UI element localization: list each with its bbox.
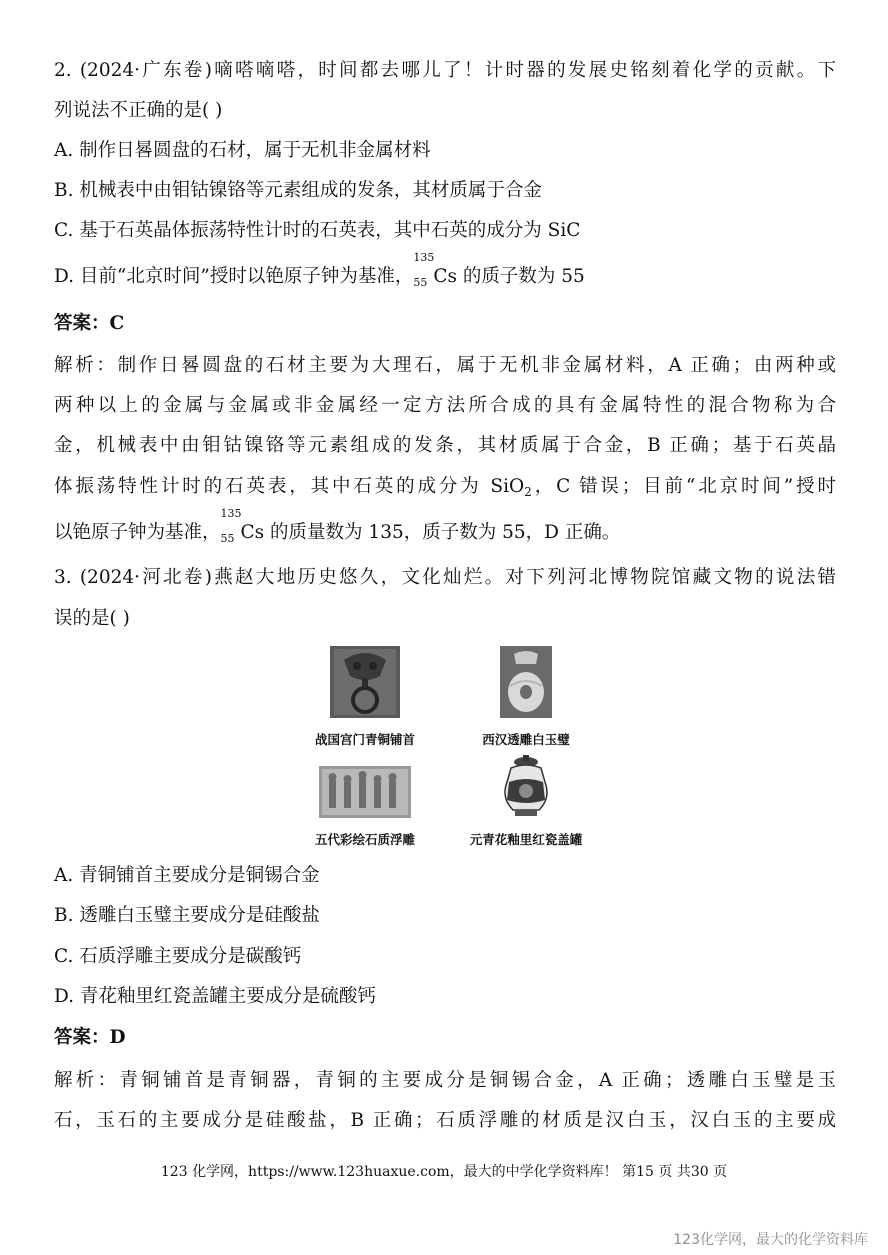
q2-option-b: B. 机械表中由钼钴镍铬等元素组成的发条，其材质属于合金 <box>54 180 542 201</box>
nuclide-symbol: Cs <box>433 266 458 287</box>
sio2-subscript: 2 <box>524 485 532 499</box>
q2-option-a: A. 制作日晷圆盘的石材，属于无机非金属材料 <box>54 140 431 161</box>
figure-porcelain-jar <box>456 754 596 848</box>
figure-jade-bi <box>466 646 586 748</box>
q2-exp4-post: ，C 错误；目前“北京时间”授时 <box>531 476 837 497</box>
q3-option-a: A. 青铜铺首主要成分是铜锡合金 <box>54 865 320 886</box>
nuclide-atomic-number: 55 <box>413 276 428 289</box>
q2-exp5-post: 的质量数为 135，质子数为 55，D 正确。 <box>264 522 621 543</box>
q2-explanation-line3: 金，机械表中由钼钴镍铬等元素组成的发条，其材质属于合金，B 正确；基于石英晶 <box>54 435 836 456</box>
q2-explanation-line5 <box>54 507 836 546</box>
q3-stem-line1: 3. (2024·河北卷)燕赵大地历史悠久，文化灿烂。对下列河北博物院馆藏文物的说法错 <box>54 567 836 588</box>
q2-option-d <box>54 251 836 290</box>
stone-relief-image <box>319 766 411 818</box>
q2-exp5-pre: 以铯原子钟为基准， <box>54 522 221 543</box>
q3-stem-line2: 误的是( ) <box>54 608 130 629</box>
page-footer: 123 化学网，https://www.123huaxue.com，最大的中学化学资料库！ 第15 页 共30 页 <box>160 1164 728 1180</box>
q2-answer: 答案：C <box>54 313 125 334</box>
nuclide-mass-number-2: 135 <box>220 507 242 520</box>
q3-explanation-line2: 石，玉石的主要成分是硅酸盐，B 正确；石质浮雕的材质是汉白玉，汉白玉的主要成 <box>54 1110 836 1131</box>
q3-option-c: C. 石质浮雕主要成分是碳酸钙 <box>54 946 302 967</box>
figure-bronze-knocker <box>300 646 430 748</box>
cesium-nuclide <box>413 251 458 290</box>
q2-explanation-line2: 两种以上的金属与金属或非金属经一定方法所合成的具有金属特性的混合物称为合 <box>54 395 836 416</box>
figure-caption-2: 西汉透雕白玉璧 <box>482 732 570 747</box>
q2-exp4-pre: 体振荡特性计时的石英表，其中石英的成分为 SiO <box>54 476 525 497</box>
q2-explanation-line1: 解析：制作日晷圆盘的石材主要为大理石，属于无机非金属材料，A 正确；由两种或 <box>54 355 836 376</box>
site-watermark: 123化学网，最大的化学资料库 <box>673 1232 868 1248</box>
q3-option-d: D. 青花釉里红瓷盖罐主要成分是硫酸钙 <box>54 986 376 1007</box>
figure-caption-1: 战国宫门青铜铺首 <box>314 732 415 747</box>
q2-option-d-text: D. 目前“北京时间”授时以铯原子钟为基准， <box>54 266 414 287</box>
nuclide-symbol-2: Cs <box>240 522 265 543</box>
q2-stem-line2: 列说法不正确的是( ) <box>54 100 223 121</box>
figure-caption-4: 元青花釉里红瓷盖罐 <box>469 832 583 847</box>
q2-option-c: C. 基于石英晶体振荡特性计时的石英表，其中石英的成分为 SiC <box>54 220 581 241</box>
q3-answer: 答案：D <box>54 1027 126 1048</box>
porcelain-jar-image <box>495 754 557 818</box>
q2-stem-line1: 2. (2024·广东卷)嘀嗒嘀嗒，时间都去哪儿了！计时器的发展史铭刻着化学的贡献。下 <box>54 60 836 81</box>
jade-bi-image <box>500 646 552 718</box>
q2-explanation-line4 <box>54 474 836 500</box>
cesium-nuclide-2 <box>220 507 265 546</box>
nuclide-atomic-number-2: 55 <box>220 532 235 545</box>
q3-option-b: B. 透雕白玉璧主要成分是硅酸盐 <box>54 905 320 926</box>
q2-option-d-tail: 的质子数为 55 <box>457 266 585 287</box>
figure-stone-relief <box>290 766 440 848</box>
figure-caption-3: 五代彩绘石质浮雕 <box>314 832 415 847</box>
bronze-knocker-image <box>330 646 400 718</box>
nuclide-mass-number: 135 <box>413 251 435 264</box>
q3-explanation-line1: 解析：青铜铺首是青铜器，青铜的主要成分是铜锡合金，A 正确；透雕白玉璧是玉 <box>54 1070 836 1091</box>
